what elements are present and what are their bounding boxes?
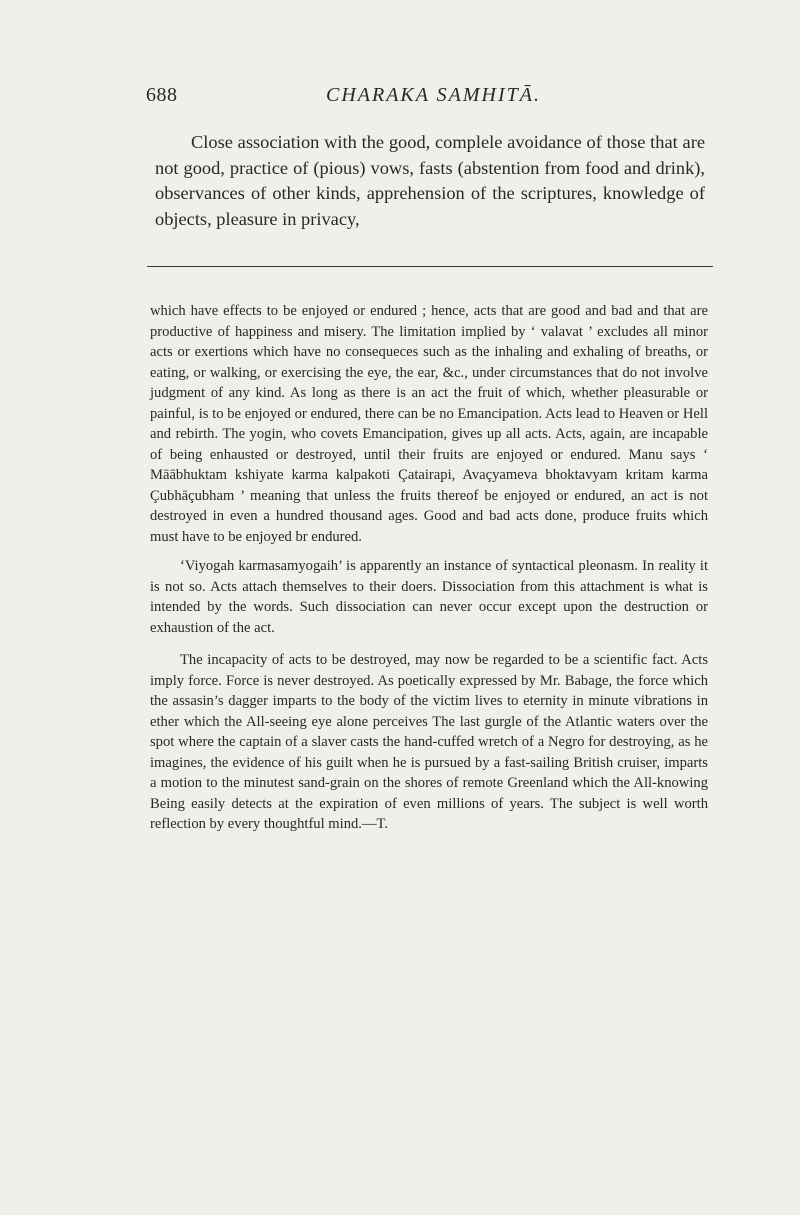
main-text-paragraph: Close association with the good, complele avoidance of those that are not good, practice of (pious) vows, fasts (abstention from food and drink), observances of other kinds, apprehension of the scriptures, knowledge of objects, pleasure in privacy, <box>155 132 705 229</box>
footnotes <box>150 301 708 844</box>
page-header <box>146 84 711 114</box>
footnote-paragraph-3: The incapacity of acts to be destroyed, may now be regarded to be a scientific fact. Acts imply force. Force is never destroyed. As poetically expressed by Mr. Babage, the force which the assasin’s dagger imparts to the body of the victim lives to eternity in minute vibrations in ether which the All-seeing eye alone perceives The last gurgle of the Atlantic waters over the spot where the captain of a slaver casts the hand-cuffed wretch of a Negro for destroying, as he imagines, the evidence of his guilt when he is pursued by a fast-sailing British cruiser, imparts a motion to the minutest sand-grain on the shores of remote Greenland which the All-knowing Being easily detects at the expiration of even millions of years. The subject is well worth reflection by every thoughtful mind.—T. <box>150 652 708 832</box>
footnote-paragraph-2: ‘Viyogah karmasamyogaih’ is apparently an instance of syntactical pleonasm. In reality it is not so. Acts attach themselves to their doers. Dissociation from this attachment is what is intended by the words. Such dissociation can never occur except upon the destruction or exhaustion of the act. <box>150 558 708 636</box>
footnote-divider <box>147 266 713 267</box>
running-title: CHARAKA SAMHITĀ. <box>326 84 541 106</box>
page-number: 688 <box>146 84 178 106</box>
footnote-paragraph-1: which have effects to be enjoyed or endured ; hence, acts that are good and bad and that are productive of happiness and misery. The limitation implied by ‘ valavat ’ excludes all minor acts or exertions which have no consequeces such as the inhaling and exhaling of breaths, or eating, or walking, or exercising the eye, the ear, &c., under circumstances that do not involve judgment of any kind. As long as there is an act the fruit of which, whether pleasurable or painful, is to be enjoyed or endured, there can be no Emancipation. Acts lead to Heaven or Hell and rebirth. The yogin, who covets Emancipation, gives up all acts. Acts, again, are incapable of being enhausted or destroyed, until their fruits are enjoyed or endured. Manu says ‘ Māābhuktam kshiyate karma kalpakoti Çatairapi, Avaçyameva bhoktavyam kritam karma Çubhāçubham ’ meaning that unless the fruits thereof be enjoyed or endured, an act is not destroyed in even a hundred thousand ages. Good and bad acts done, produce fruits which must have to be enjoyed br endured. <box>150 303 708 545</box>
